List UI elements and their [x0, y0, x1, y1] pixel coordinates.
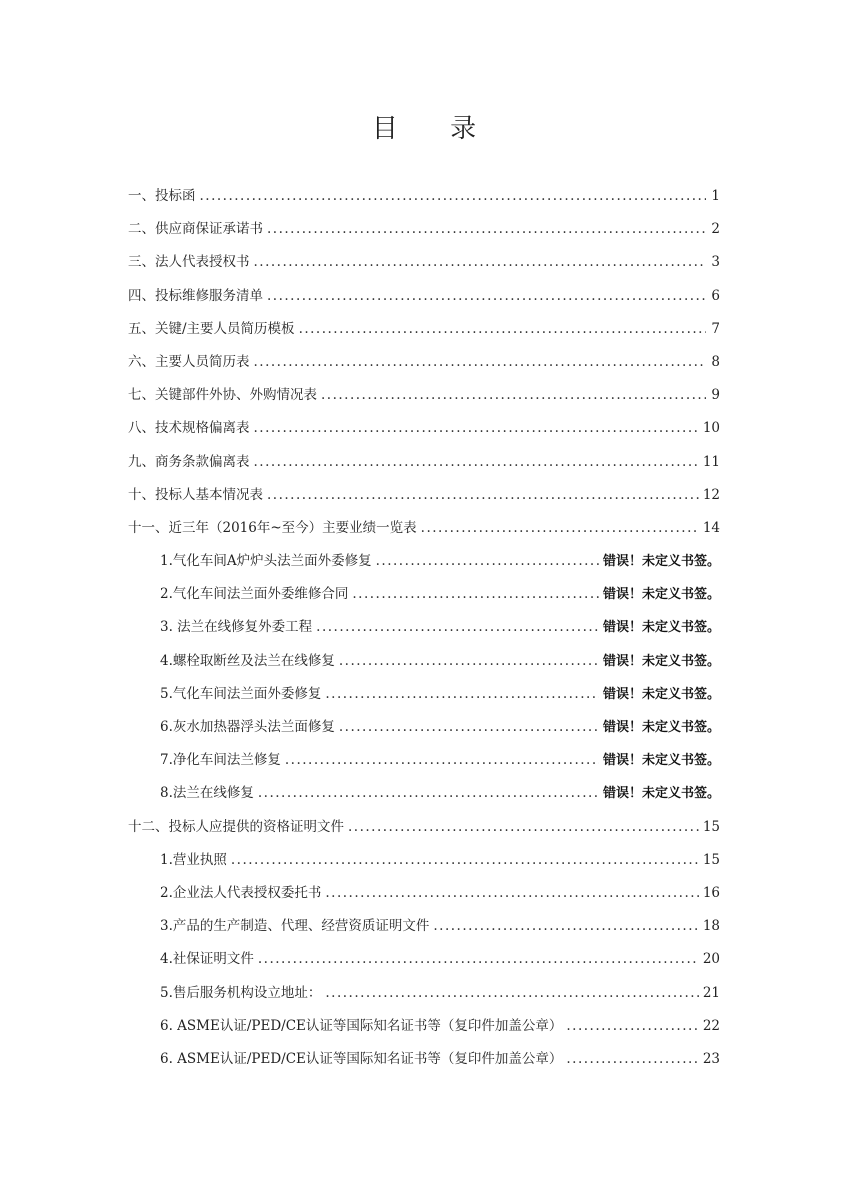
toc-entry-label: 6. ASME认证/PED/CE认证等国际知名证书等（复印件加盖公章）: [160, 1017, 563, 1034]
dot-leader: [200, 188, 707, 204]
dot-leader: [299, 321, 706, 337]
toc-subentry[interactable]: [128, 1014, 720, 1047]
toc-entry-page: 6: [711, 287, 720, 304]
toc-entry-label: 1.气化车间A炉炉头法兰面外委修复: [160, 553, 372, 570]
toc-entry[interactable]: [128, 284, 720, 317]
toc-entry[interactable]: [128, 317, 720, 350]
dot-leader: [231, 852, 699, 868]
toc-entry[interactable]: [128, 450, 720, 483]
toc-entry[interactable]: [128, 383, 720, 416]
toc-entry-page: 11: [702, 453, 720, 470]
dot-leader: [348, 819, 699, 835]
bookmark-error: 错误！未定义书签。: [602, 720, 720, 735]
toc-subentry[interactable]: [128, 881, 720, 914]
dot-leader: [339, 719, 599, 735]
dot-leader: [421, 520, 699, 536]
toc-entry-label: 三、法人代表授权书: [128, 254, 250, 271]
toc-subentry[interactable]: [128, 781, 720, 814]
toc-entry-label: 6.灰水加热器浮头法兰面修复: [160, 719, 335, 735]
toc-entry[interactable]: [128, 416, 720, 449]
toc-subentry[interactable]: [128, 914, 720, 947]
dot-leader: [566, 1051, 698, 1067]
bookmark-error: 错误！未定义书签。: [602, 587, 720, 603]
toc-entry-label: 二、供应商保证承诺书: [128, 221, 263, 238]
dot-leader: [566, 1018, 698, 1034]
toc-subentry[interactable]: [128, 981, 720, 1014]
dot-leader: [254, 420, 699, 436]
toc-entry-page: 15: [702, 818, 720, 835]
dot-leader: [352, 586, 599, 602]
toc-subentry[interactable]: [128, 1047, 720, 1080]
toc-entry-label: 八、技术规格偏离表: [128, 420, 250, 437]
toc-entry-label: 4.社保证明文件: [160, 951, 254, 968]
dot-leader: [376, 553, 599, 569]
toc-entry-page: 12: [702, 486, 720, 503]
toc-entry-label: 七、关键部件外协、外购情况表: [128, 387, 317, 404]
toc-entry-page: 21: [702, 984, 720, 1001]
bookmark-error: 错误！未定义书签。: [602, 753, 720, 769]
dot-leader: [325, 686, 599, 702]
toc-subentry[interactable]: [128, 947, 720, 980]
toc-subentry[interactable]: [128, 682, 720, 715]
toc-entry-label: 3.产品的生产制造、代理、经营资质证明文件: [160, 918, 430, 935]
toc-entry-page: 15: [702, 851, 720, 868]
toc-entry-label: 3. 法兰在线修复外委工程: [160, 619, 313, 636]
dot-leader: [339, 653, 599, 669]
toc-entry-label: 5.售后服务机构设立地址：: [160, 984, 322, 1001]
toc-entry-label: 2.气化车间法兰面外委维修合同: [160, 586, 349, 603]
dot-leader: [254, 454, 699, 470]
dot-leader: [267, 288, 706, 304]
toc-entry[interactable]: [128, 250, 720, 283]
toc-entry-page: 1: [711, 188, 720, 204]
toc-entry-page: 16: [702, 884, 720, 901]
toc-entry-label: 1.营业执照: [160, 851, 227, 868]
toc-entry[interactable]: [128, 815, 720, 848]
toc-entry-label: 4.螺栓取断丝及法兰在线修复: [160, 652, 335, 669]
toc-entry[interactable]: [128, 483, 720, 516]
toc-entry-page: 18: [702, 918, 720, 935]
toc-entry-label: 6. ASME认证/PED/CE认证等国际知名证书等（复印件加盖公章）: [160, 1050, 563, 1067]
toc-entry-label: 7.净化车间法兰修复: [160, 752, 281, 769]
dot-leader: [433, 918, 698, 934]
toc-entry-label: 十、投标人基本情况表: [128, 486, 263, 503]
toc-entry-label: 一、投标函: [128, 188, 196, 204]
dot-leader: [285, 752, 599, 768]
toc-entry-page: 2: [711, 221, 720, 238]
toc-entry[interactable]: [128, 516, 720, 549]
bookmark-error: 错误！未定义书签。: [602, 554, 720, 570]
toc-subentry[interactable]: [128, 582, 720, 615]
dot-leader: [316, 619, 599, 635]
toc-entry-label: 九、商务条款偏离表: [128, 453, 250, 470]
toc-entry-page: 3: [711, 254, 720, 271]
dot-leader: [254, 354, 707, 370]
toc-entry-label: 5.气化车间法兰面外委修复: [160, 685, 322, 702]
dot-leader: [267, 221, 706, 237]
toc-entry-page: 10: [702, 420, 720, 437]
bookmark-error: 错误！未定义书签。: [602, 620, 720, 636]
toc-entry-page: 14: [702, 519, 720, 536]
dot-leader: [325, 885, 698, 901]
bookmark-error: 错误！未定义书签。: [602, 786, 720, 802]
table-of-contents: [128, 184, 720, 1080]
toc-entry-page: 22: [702, 1017, 720, 1034]
toc-entry-label: 十一、近三年（2016年~至今）主要业绩一览表: [128, 519, 417, 536]
dot-leader: [321, 387, 706, 403]
toc-entry-label: 8.法兰在线修复: [160, 785, 254, 802]
toc-subentry[interactable]: [128, 748, 720, 781]
dot-leader: [325, 985, 698, 1001]
toc-entry-label: 五、关键/主要人员简历模板: [128, 320, 295, 337]
toc-entry-label: 2.企业法人代表授权委托书: [160, 884, 322, 901]
toc-subentry[interactable]: [128, 549, 720, 582]
toc-entry[interactable]: [128, 217, 720, 250]
toc-entry-page: 23: [702, 1050, 720, 1067]
dot-leader: [258, 785, 599, 801]
bookmark-error: 错误！未定义书签。: [602, 686, 720, 702]
toc-subentry[interactable]: [128, 848, 720, 881]
toc-subentry[interactable]: [128, 715, 720, 748]
toc-title: 目 录: [371, 114, 499, 144]
toc-entry-label: 六、主要人员简历表: [128, 353, 250, 370]
dot-leader: [267, 487, 699, 503]
toc-subentry[interactable]: [128, 615, 720, 648]
toc-entry-label: 十二、投标人应提供的资格证明文件: [128, 818, 344, 835]
bookmark-error: 错误！未定义书签。: [602, 653, 720, 669]
toc-subentry[interactable]: [128, 649, 720, 682]
toc-entry[interactable]: [128, 350, 720, 383]
dot-leader: [254, 254, 707, 270]
toc-entry-page: 20: [702, 951, 720, 968]
toc-entry-label: 四、投标维修服务清单: [128, 287, 263, 304]
toc-entry-page: 7: [711, 320, 720, 337]
toc-entry[interactable]: [128, 184, 720, 217]
toc-entry-page: 9: [711, 387, 720, 404]
dot-leader: [258, 951, 699, 967]
toc-entry-page: 8: [711, 353, 720, 370]
